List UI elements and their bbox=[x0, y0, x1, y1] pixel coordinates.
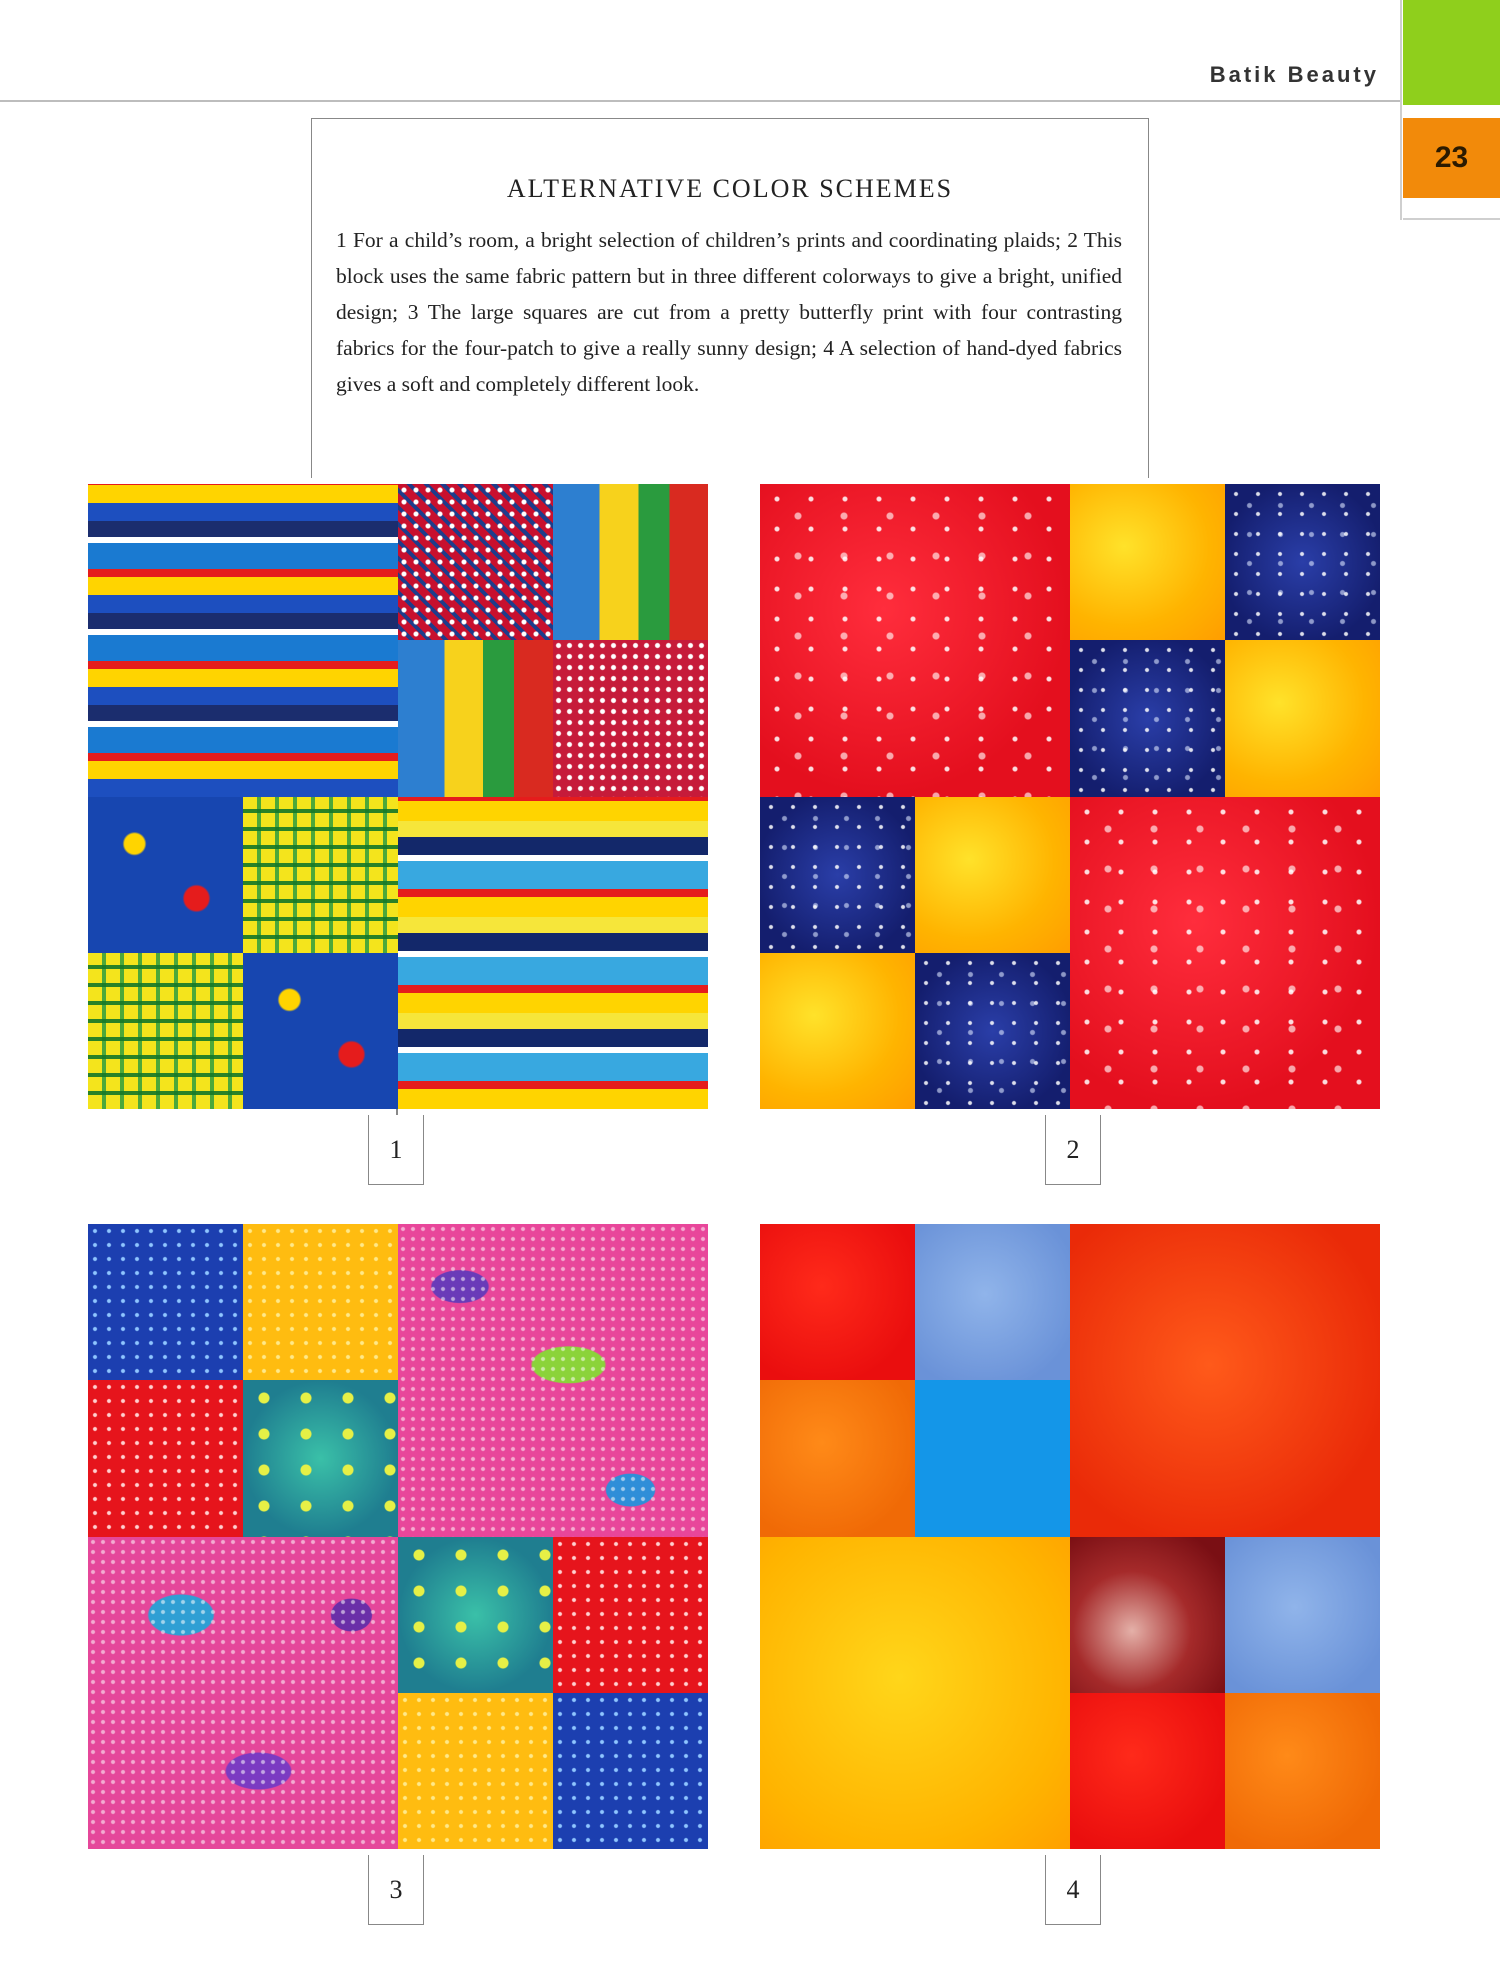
block2-four-patch-bottom-left bbox=[760, 797, 1070, 1110]
chapter-title: Batik Beauty bbox=[1209, 62, 1379, 87]
block3-patch bbox=[88, 1224, 243, 1380]
block4-patch bbox=[1225, 1693, 1380, 1849]
block4-patch bbox=[760, 1224, 915, 1380]
block-label-4: 4 bbox=[1045, 1855, 1101, 1925]
block3-patch bbox=[553, 1693, 708, 1849]
block3-large-square-top-right bbox=[398, 1224, 708, 1537]
block2-patch bbox=[760, 953, 915, 1109]
alternative-color-schemes-box bbox=[311, 118, 1149, 478]
block1-patch bbox=[553, 484, 708, 640]
block1-large-square-top-left bbox=[88, 484, 398, 797]
block2-patch bbox=[915, 797, 1070, 953]
block3-patch bbox=[243, 1224, 398, 1380]
block4-four-patch-top-left bbox=[760, 1224, 1070, 1537]
block2-patch bbox=[760, 797, 915, 953]
quilt-block-1 bbox=[88, 484, 708, 1109]
tab-divider bbox=[1400, 0, 1402, 220]
block4-large-square-top-right bbox=[1070, 1224, 1380, 1537]
section-body: 1 For a child’s room, a bright selection of children’s prints and coordinating plaids; 2 This block uses the same fabric pattern but in three different colorways to give a bright, unified design; 3 The large squares are cut from a pretty butterfly print with four contrasting fabrics for the four-patch to give a really sunny design; 4 A selection of hand-dyed fabrics gives a soft and completely different look. bbox=[336, 228, 1122, 396]
block2-large-square-bottom-right bbox=[1070, 797, 1380, 1110]
block4-patch bbox=[1225, 1537, 1380, 1693]
block1-patch bbox=[243, 797, 398, 953]
block1-patch bbox=[243, 953, 398, 1109]
tab-line bbox=[1403, 218, 1500, 220]
block2-four-patch-top-right bbox=[1070, 484, 1380, 797]
block1-four-patch-bottom-left bbox=[88, 797, 398, 1110]
quilt-block-3 bbox=[88, 1224, 708, 1849]
block1-patch bbox=[88, 797, 243, 953]
block3-patch bbox=[398, 1693, 553, 1849]
block2-patch bbox=[1070, 484, 1225, 640]
block1-large-square-bottom-right bbox=[398, 797, 708, 1110]
block3-patch bbox=[398, 1537, 553, 1693]
block1-patch bbox=[398, 484, 553, 640]
block3-large-square-bottom-left bbox=[88, 1537, 398, 1850]
block4-four-patch-bottom-right bbox=[1070, 1537, 1380, 1850]
block4-large-square-bottom-left bbox=[760, 1537, 1070, 1850]
green-color-tab bbox=[1403, 0, 1500, 105]
block1-four-patch-top-right bbox=[398, 484, 708, 797]
header-rule bbox=[0, 100, 1400, 102]
block4-patch bbox=[1070, 1537, 1225, 1693]
block2-patch bbox=[1070, 640, 1225, 796]
block3-patch bbox=[243, 1380, 398, 1536]
block2-patch bbox=[1225, 640, 1380, 796]
block-label-2: 2 bbox=[1045, 1115, 1101, 1185]
block3-four-patch-bottom-right bbox=[398, 1537, 708, 1850]
quilt-block-4 bbox=[760, 1224, 1380, 1849]
page-number: 23 bbox=[1403, 118, 1500, 198]
block3-patch bbox=[553, 1537, 708, 1693]
block-label-3: 3 bbox=[368, 1855, 424, 1925]
block3-four-patch-top-left bbox=[88, 1224, 398, 1537]
quilt-block-2 bbox=[760, 484, 1380, 1109]
block2-large-square-top-left bbox=[760, 484, 1070, 797]
section-heading: ALTERNATIVE COLOR SCHEMES bbox=[506, 174, 954, 203]
block3-patch bbox=[88, 1380, 243, 1536]
block-label-1: 1 bbox=[368, 1115, 424, 1185]
block1-patch bbox=[88, 953, 243, 1109]
block4-patch bbox=[760, 1380, 915, 1536]
block1-patch bbox=[553, 640, 708, 796]
block2-patch bbox=[915, 953, 1070, 1109]
block4-patch bbox=[1070, 1693, 1225, 1849]
block1-patch bbox=[398, 640, 553, 796]
block4-patch bbox=[915, 1380, 1070, 1536]
block2-patch bbox=[1225, 484, 1380, 640]
block4-patch bbox=[915, 1224, 1070, 1380]
